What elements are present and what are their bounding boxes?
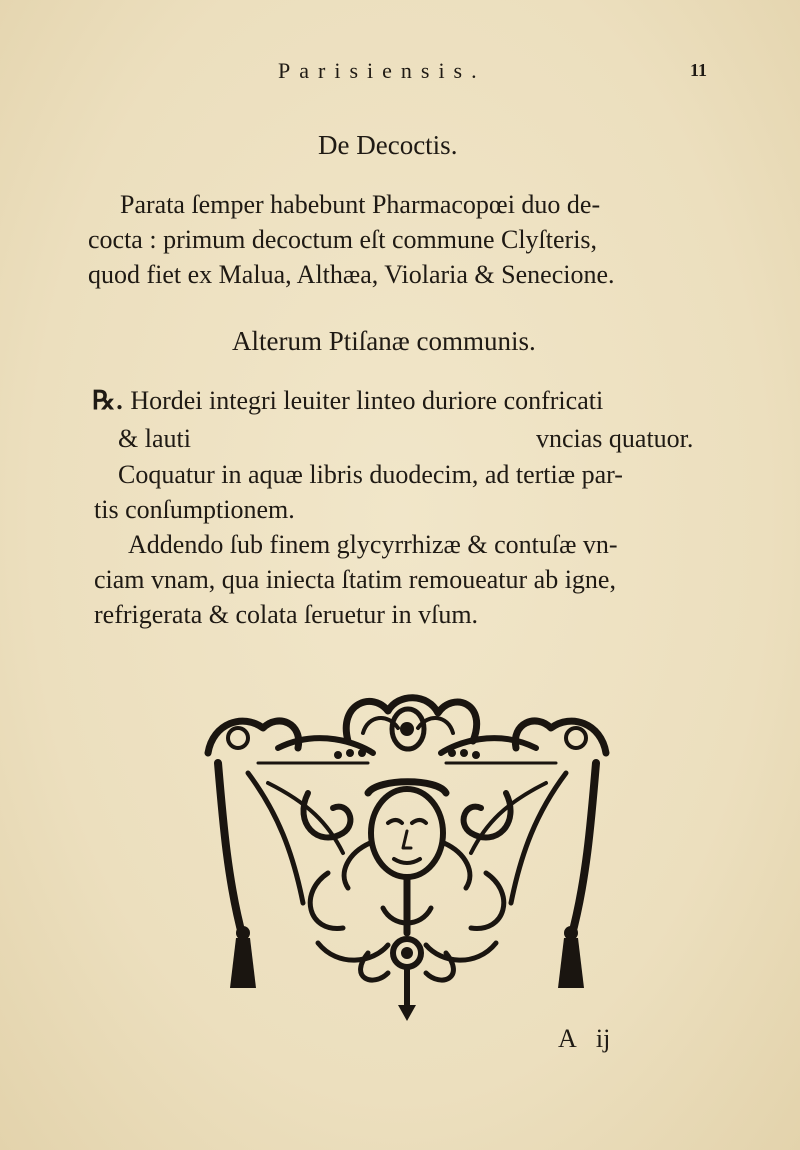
woodcut-ornament-icon <box>198 683 616 1021</box>
recipe-line-2-right: vncias quatuor. <box>536 424 694 453</box>
recipe-symbol: ℞. <box>92 386 124 415</box>
recipe-line-7: refrigerata & colata ſeruetur in vſum. <box>94 600 479 629</box>
recipe-subtitle: Alterum Ptiſanæ communis. <box>232 326 536 356</box>
recipe-line-4: tis conſumptionem. <box>94 495 295 524</box>
recipe-line-1 <box>92 388 603 414</box>
paragraph-line-1: Parata ſemper habebunt Pharmacopœi duo de- <box>120 190 601 219</box>
recipe-line-6: ciam vnam, qua iniecta ſtatim remoueatur ab igne, <box>94 565 616 594</box>
section-title: De Decoctis. <box>318 130 458 160</box>
recipe-line-5: Addendo ſub finem glycyrrhizæ & contuſæ vn- <box>128 530 618 559</box>
paragraph-line-3: quod fiet ex Malua, Althæa, Violaria & Senecione. <box>88 260 615 289</box>
recipe-line-2-left: & lauti <box>118 424 191 453</box>
signature-mark: A ij <box>558 1024 611 1053</box>
recipe-line-3: Coquatur in aquæ libris duodecim, ad tertiæ par- <box>118 460 623 489</box>
recipe-ingredient: Hordei integri leuiter linteo duriore confricati <box>130 386 604 415</box>
paragraph-line-2: cocta : primum decoctum eſt commune Clyſteris, <box>88 225 598 254</box>
page-number: 11 <box>690 60 708 80</box>
running-head: Parisiensis. <box>278 58 486 83</box>
